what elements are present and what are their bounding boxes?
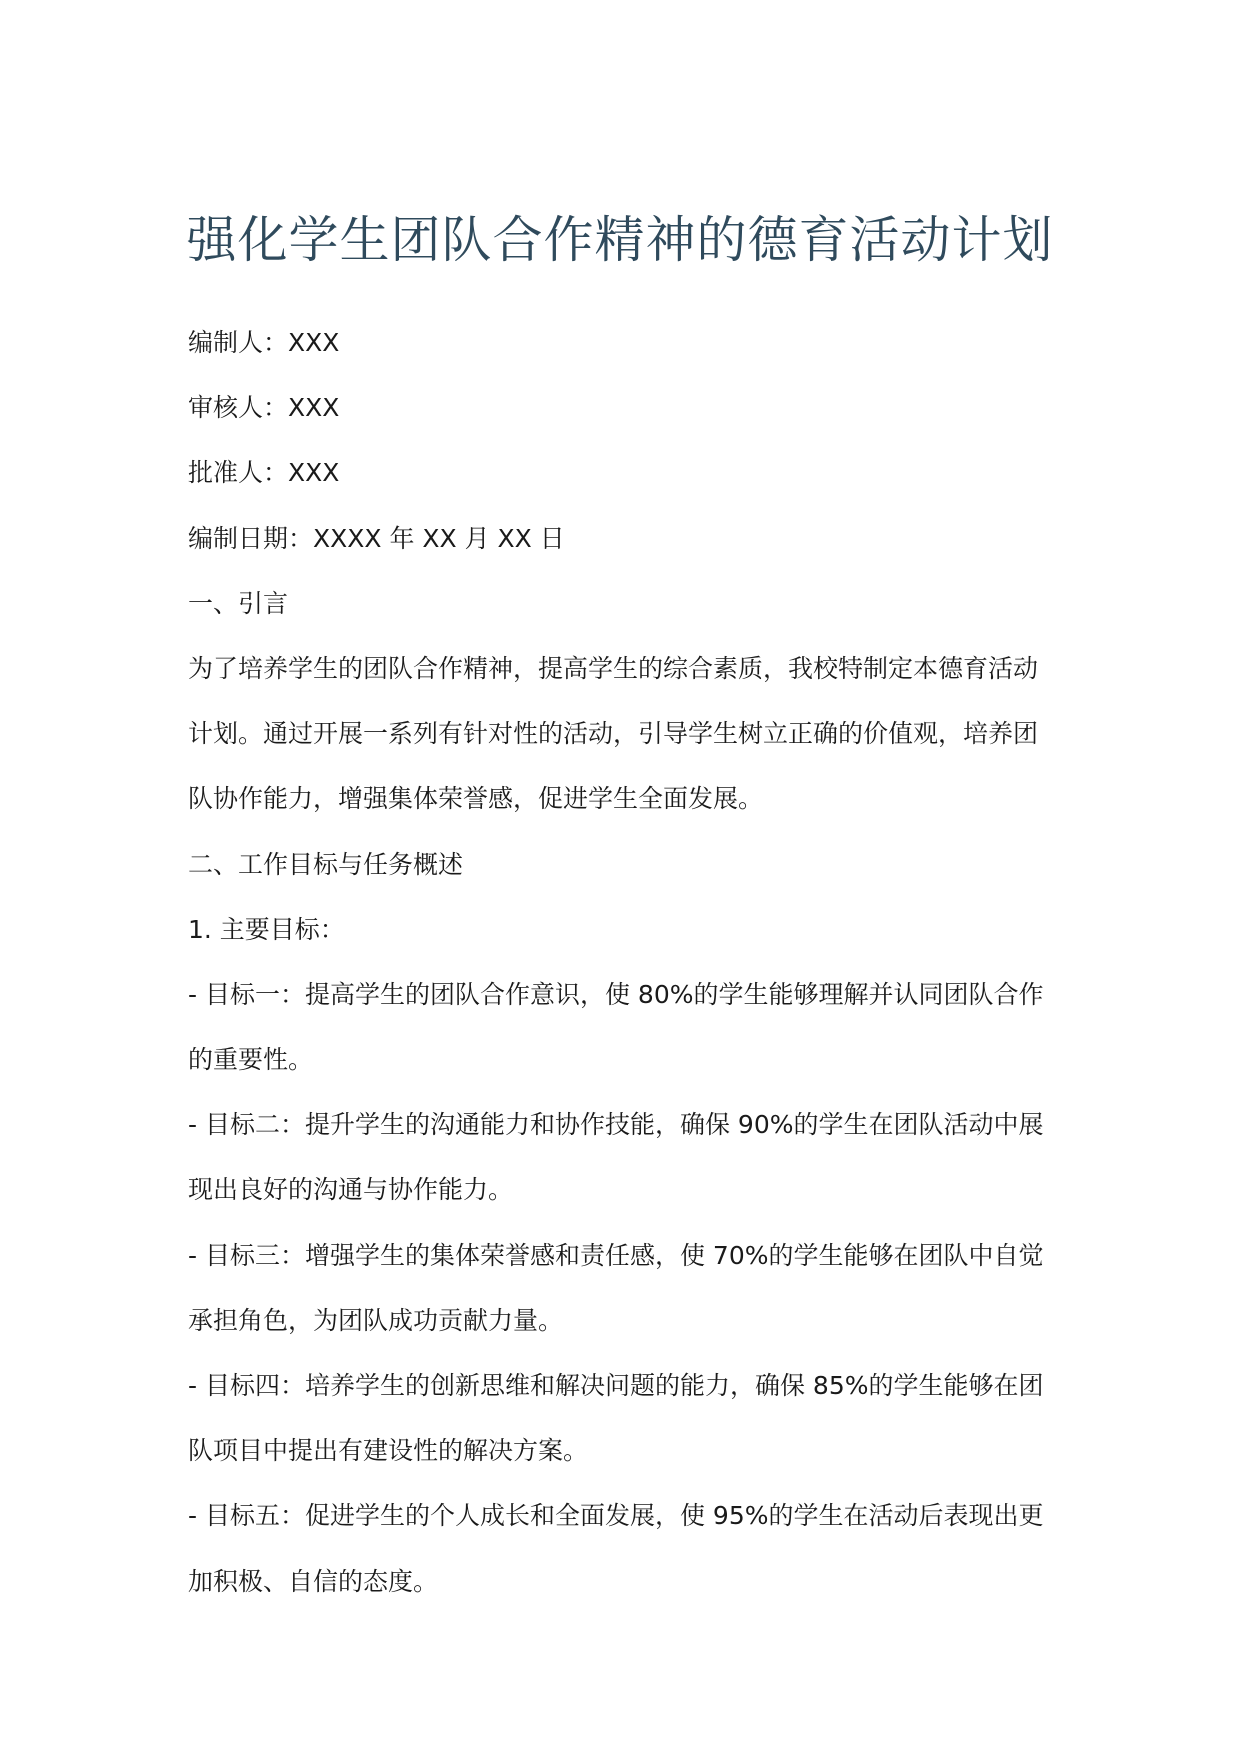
goal-line: 加积极、自信的态度。 xyxy=(188,1566,439,1596)
goal-line: 现出良好的沟通与协作能力。 xyxy=(188,1175,514,1205)
goal-line: - 目标四：培养学生的创新思维和解决问题的能力，确保 85%的学生能够在团 xyxy=(188,1371,1044,1400)
goal-line: - 目标三：增强学生的集体荣誉感和责任感，使 70%的学生能够在团队中自觉 xyxy=(188,1240,1044,1270)
date-line: 编制日期：XXXX 年 XX 月 XX 日 xyxy=(188,523,565,553)
goal-line: 承担角色，为团队成功贡献力量。 xyxy=(188,1305,564,1335)
document-body xyxy=(188,310,1056,1614)
goal-line: - 目标一：提高学生的团队合作意识，使 80%的学生能够理解并认同团队合作 xyxy=(188,979,1044,1009)
paragraph-line: 为了培养学生的团队合作精神，提高学生的综合素质，我校特制定本德育活动 xyxy=(188,653,1039,683)
document-title: 强化学生团队合作精神的德育活动计划 xyxy=(186,211,1054,269)
goal-line: 的重要性。 xyxy=(188,1045,314,1075)
goal-line: - 目标二：提升学生的沟通能力和协作技能，确保 90%的学生在团队活动中展 xyxy=(188,1110,1044,1140)
subheading-main-goals: 1. 主要目标： xyxy=(188,914,345,944)
reviewer-line: 审核人：XXX xyxy=(188,393,340,423)
author-line: 编制人：XXX xyxy=(188,328,340,357)
approver-line: 批准人：XXX xyxy=(188,458,340,488)
goal-line: 队项目中提出有建设性的解决方案。 xyxy=(188,1436,589,1466)
section-heading-goals: 二、工作目标与任务概述 xyxy=(188,849,464,879)
section-heading-intro: 一、引言 xyxy=(188,588,289,618)
paragraph-line: 计划。通过开展一系列有针对性的活动，引导学生树立正确的价值观，培养团 xyxy=(188,719,1039,749)
goal-line: - 目标五：促进学生的个人成长和全面发展，使 95%的学生在活动后表现出更 xyxy=(188,1501,1044,1531)
paragraph-line: 队协作能力，增强集体荣誉感，促进学生全面发展。 xyxy=(188,784,764,814)
